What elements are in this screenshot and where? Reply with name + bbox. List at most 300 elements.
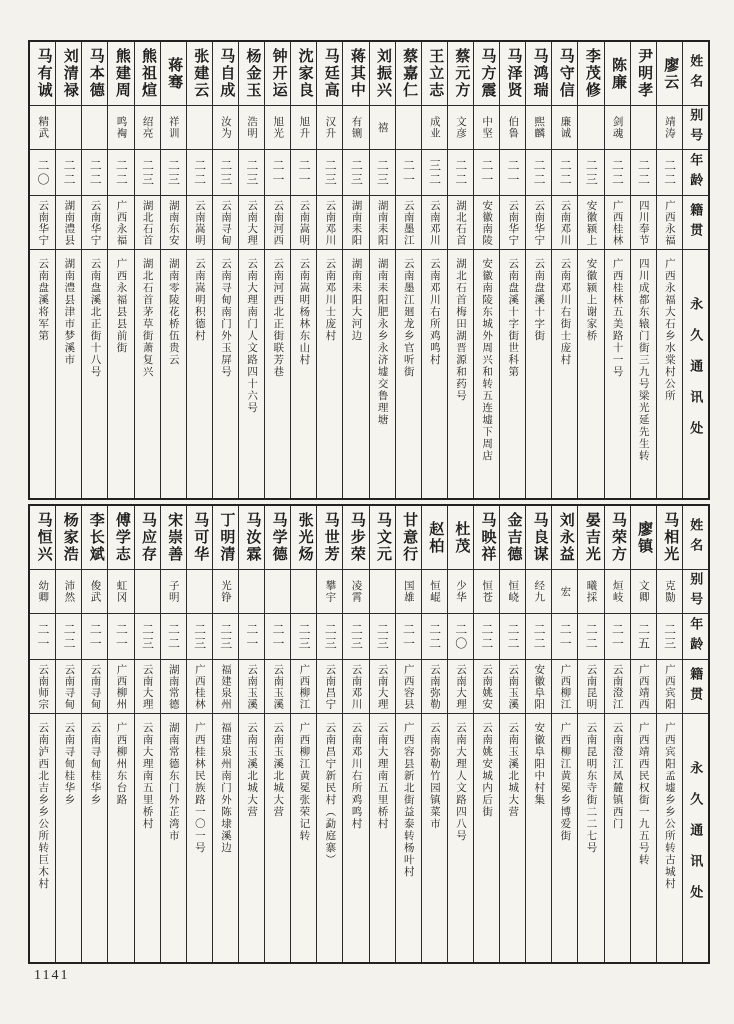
- person-alias-cell: [500, 570, 525, 614]
- person-column: [212, 42, 238, 498]
- person-age-cell: [500, 150, 525, 196]
- person-name-cell: [187, 506, 212, 570]
- person-origin-cell: [578, 660, 603, 714]
- name-text: 甘意行: [401, 512, 418, 563]
- person-origin-cell: [605, 660, 630, 714]
- person-name-cell: [56, 42, 81, 106]
- person-age-cell: [657, 614, 682, 660]
- origin-text: 云南华宁: [89, 199, 101, 246]
- person-age-cell: [161, 150, 186, 196]
- person-address-cell: [213, 714, 238, 962]
- person-age-cell: [265, 150, 290, 196]
- person-column: [30, 506, 55, 962]
- address-text: 云南大理人文路四八号: [454, 722, 466, 842]
- alias-text: 祥训: [167, 116, 179, 139]
- name-text: 马学德: [270, 512, 287, 563]
- person-alias-cell: [448, 570, 473, 614]
- address-text: 云南大理南五里桥村: [376, 722, 388, 830]
- person-name-cell: [108, 42, 133, 106]
- name-text: 刘振兴: [375, 48, 391, 99]
- age-text: 二一: [297, 158, 312, 187]
- person-name-cell: [239, 42, 264, 106]
- origin-text: 安徽颍上: [585, 199, 597, 246]
- name-text: 王立志: [427, 48, 444, 99]
- person-address-cell: [30, 714, 55, 962]
- person-origin-cell: [317, 196, 342, 250]
- person-origin-cell: [605, 196, 630, 250]
- person-origin-cell: [30, 196, 55, 250]
- address-text: 安徽颍上谢家桥: [585, 258, 597, 342]
- person-origin-cell: [526, 196, 551, 250]
- person-alias-cell: [135, 106, 160, 150]
- row-header-alias-cell: [683, 570, 708, 614]
- alias-text: 旭升: [298, 116, 310, 139]
- person-age-cell: [239, 150, 264, 196]
- person-alias-cell: [265, 570, 290, 614]
- name-text: 廖镇: [636, 520, 653, 555]
- name-text: 傅学志: [113, 512, 130, 563]
- person-column: [264, 42, 290, 498]
- alias-text: 凌霄: [350, 580, 362, 603]
- person-column: [551, 506, 577, 962]
- age-text: 二一: [36, 622, 50, 651]
- person-address-cell: [30, 250, 55, 498]
- directory-table-top: [28, 40, 710, 500]
- person-name-cell: [343, 506, 368, 570]
- person-age-cell: [396, 614, 421, 660]
- origin-text: 云南嵩明: [193, 199, 205, 246]
- address-text: 湖北石首茅草街萧复兴: [141, 258, 153, 378]
- name-text: 马廷高: [322, 48, 339, 99]
- person-name-cell: [187, 42, 212, 106]
- person-origin-cell: [474, 196, 499, 250]
- age-text: 二二: [427, 622, 442, 651]
- person-address-cell: [396, 714, 421, 962]
- origin-text: 湖北石首: [454, 199, 466, 246]
- person-origin-cell: [161, 660, 186, 714]
- person-origin-cell: [135, 660, 160, 714]
- person-column: [316, 506, 342, 962]
- alias-text: 虹冈: [115, 580, 127, 603]
- person-alias-cell: [526, 570, 551, 614]
- origin-text: 云南嵩明: [298, 199, 310, 246]
- address-text: 云南河西北正街联芳巷: [272, 258, 284, 378]
- age-text: 二二: [114, 158, 129, 187]
- person-origin-cell: [552, 196, 577, 250]
- age-text: 二三: [375, 622, 390, 651]
- person-origin-cell: [422, 660, 447, 714]
- age-text: 二一: [270, 158, 285, 187]
- alias-text: 恒苍: [481, 580, 493, 603]
- age-text: 二三: [140, 158, 155, 187]
- origin-text: 云南华宁: [533, 199, 545, 246]
- alias-text: 伯鲁: [507, 116, 519, 139]
- person-address-cell: [422, 714, 447, 962]
- person-name-cell: [161, 506, 186, 570]
- alias-text: 文彦: [454, 116, 466, 139]
- person-address-cell: [526, 250, 551, 498]
- person-alias-cell: [578, 570, 603, 614]
- address-text: 云南玉溪北城大营: [507, 722, 519, 818]
- person-column: [447, 42, 473, 498]
- person-column: [473, 506, 499, 962]
- person-column: [238, 42, 264, 498]
- person-column: [342, 506, 368, 962]
- address-text: 云南泸西北吉乡乡公所转巨木村: [37, 722, 49, 890]
- alias-text: 汉升: [324, 116, 336, 139]
- person-origin-cell: [108, 660, 133, 714]
- origin-text: 云南大理: [141, 663, 153, 710]
- person-origin-cell: [552, 660, 577, 714]
- name-text: 李茂修: [583, 48, 600, 99]
- person-origin-cell: [82, 196, 107, 250]
- age-text: 二二: [166, 622, 181, 651]
- origin-text: 广西永福: [663, 199, 675, 246]
- person-address-cell: [578, 714, 603, 962]
- alias-text: 别号: [688, 107, 704, 148]
- name-text: 马应存: [140, 512, 157, 563]
- person-age-cell: [474, 614, 499, 660]
- row-header-column: [682, 506, 708, 962]
- person-origin-cell: [500, 196, 525, 250]
- person-age-cell: [187, 614, 212, 660]
- person-name-cell: [370, 42, 395, 106]
- age-text: 二二: [62, 158, 77, 187]
- person-column: [212, 506, 238, 962]
- address-text: 广西柳江黄冕乡博爱街: [559, 722, 571, 842]
- person-name-cell: [370, 506, 395, 570]
- person-origin-cell: [448, 660, 473, 714]
- person-alias-cell: [135, 570, 160, 614]
- person-origin-cell: [578, 196, 603, 250]
- origin-text: 云南寻甸: [219, 199, 231, 246]
- person-age-cell: [56, 150, 81, 196]
- address-text: 云南大理南五里桥村: [141, 722, 153, 830]
- name-text: 马守信: [557, 48, 574, 99]
- person-age-cell: [135, 614, 160, 660]
- person-alias-cell: [631, 570, 656, 614]
- alias-text: 廉诚: [559, 116, 571, 139]
- origin-text: 云南邓川: [350, 663, 362, 710]
- person-name-cell: [265, 506, 290, 570]
- person-alias-cell: [370, 570, 395, 614]
- address-text: 广西容县新北街益泰转杨叶村: [402, 722, 414, 878]
- alias-text: 光铮: [219, 580, 231, 603]
- address-text: 广西桂林民族路一〇一号: [193, 722, 205, 854]
- person-name-cell: [291, 42, 316, 106]
- row-header-age-cell: [683, 150, 708, 196]
- address-text: 云南邓川右所鸡鸣村: [350, 722, 362, 830]
- alias-text: 剑魂: [611, 116, 623, 139]
- age-text: 二二: [610, 158, 625, 187]
- age-text: 二二: [532, 158, 547, 187]
- age-text: 二三: [349, 158, 364, 187]
- person-origin-cell: [56, 196, 81, 250]
- alias-text: 少华: [454, 580, 466, 603]
- name-text: 马泽贤: [505, 48, 522, 99]
- address-text: 云南盘溪十字街世科第: [507, 258, 519, 378]
- origin-text: 广西靖西: [637, 663, 649, 710]
- alias-text: 经九: [533, 580, 545, 603]
- origin-text: 云南昌宁: [324, 663, 336, 710]
- address-text: 福建泉州南门外陈埭溪边: [219, 722, 231, 854]
- person-alias-cell: [317, 570, 342, 614]
- person-name-cell: [30, 506, 55, 570]
- alias-text: 子明: [167, 580, 179, 603]
- person-age-cell: [657, 150, 682, 196]
- person-column: [577, 42, 603, 498]
- person-age-cell: [474, 150, 499, 196]
- person-age-cell: [448, 150, 473, 196]
- alias-text: 禧: [376, 121, 388, 134]
- person-name-cell: [213, 506, 238, 570]
- person-name-cell: [448, 506, 473, 570]
- person-origin-cell: [474, 660, 499, 714]
- age-text: 二二: [558, 158, 573, 187]
- address-text: 云南澄江凤麓镇西门: [611, 722, 623, 830]
- row-header-origin-cell: [683, 660, 708, 714]
- origin-text: 云南大理: [246, 199, 258, 246]
- directory-table-bottom: [28, 504, 710, 964]
- person-address-cell: [552, 714, 577, 962]
- person-name-cell: [605, 506, 630, 570]
- person-alias-cell: [187, 106, 212, 150]
- age-text: 二一: [505, 158, 520, 187]
- person-name-cell: [396, 506, 421, 570]
- address-text: 云南邓川士庞村: [324, 258, 336, 342]
- person-address-cell: [265, 250, 290, 498]
- person-address-cell: [605, 250, 630, 498]
- person-address-cell: [317, 250, 342, 498]
- person-age-cell: [631, 614, 656, 660]
- name-text: 刘永益: [557, 512, 574, 563]
- person-address-cell: [213, 250, 238, 498]
- person-name-cell: [343, 42, 368, 106]
- person-name-cell: [291, 506, 316, 570]
- origin-text: 广西桂林: [193, 663, 205, 710]
- name-text: 廖云: [662, 56, 679, 91]
- name-text: 马自成: [218, 48, 235, 99]
- alias-text: 烜岐: [611, 580, 623, 603]
- person-alias-cell: [343, 106, 368, 150]
- alias-text: 克勚: [663, 580, 675, 603]
- person-column: [525, 42, 551, 498]
- name-text: 钟开运: [270, 48, 287, 99]
- person-column: [447, 506, 473, 962]
- person-column: [81, 42, 107, 498]
- person-alias-cell: [605, 570, 630, 614]
- alias-text: 旭光: [272, 116, 284, 139]
- person-address-cell: [317, 714, 342, 962]
- person-column: [604, 42, 630, 498]
- address-text: 湖南耒阳肥永乡永济墟交鲁理塘: [376, 258, 388, 426]
- address-text: 云南玉溪北城大营: [272, 722, 284, 818]
- person-name-cell: [552, 42, 577, 106]
- origin-text: 广西柳江: [298, 663, 310, 710]
- name-text: 马良谋: [531, 512, 548, 563]
- alias-text: 浩明: [246, 116, 258, 139]
- person-address-cell: [500, 250, 525, 498]
- age-text: 二三: [244, 158, 259, 187]
- person-column: [160, 506, 186, 962]
- name-text: 马步荣: [348, 512, 365, 563]
- row-header-age-cell: [683, 614, 708, 660]
- age-text: 二二: [505, 622, 520, 651]
- origin-text: 云南澄江: [611, 663, 623, 710]
- person-origin-cell: [343, 196, 368, 250]
- person-age-cell: [526, 614, 551, 660]
- person-name-cell: [526, 506, 551, 570]
- person-alias-cell: [422, 106, 447, 150]
- origin-text: 云南寻甸: [89, 663, 101, 710]
- person-address-cell: [265, 714, 290, 962]
- address-text: 永久通讯处: [688, 760, 704, 916]
- person-origin-cell: [108, 196, 133, 250]
- person-age-cell: [291, 150, 316, 196]
- person-age-cell: [552, 614, 577, 660]
- person-origin-cell: [213, 196, 238, 250]
- person-address-cell: [526, 714, 551, 962]
- age-text: 二三: [375, 158, 390, 187]
- name-text: 金吉德: [505, 512, 522, 563]
- alias-text: 文卿: [637, 580, 649, 603]
- person-column: [55, 506, 81, 962]
- name-text: 杨家浩: [61, 512, 78, 563]
- address-text: 湖南澧县津市梦溪市: [63, 258, 75, 366]
- person-name-cell: [56, 506, 81, 570]
- person-origin-cell: [500, 660, 525, 714]
- origin-text: 云南昆明: [585, 663, 597, 710]
- person-address-cell: [161, 250, 186, 498]
- name-text: 马方震: [479, 48, 496, 99]
- address-text: 广西永福大石乡水棠村公所: [663, 258, 675, 402]
- origin-text: 湖南耒阳: [350, 199, 362, 246]
- person-column: [290, 506, 316, 962]
- person-origin-cell: [187, 196, 212, 250]
- name-text: 马恒兴: [35, 512, 52, 563]
- person-origin-cell: [631, 660, 656, 714]
- age-text: 三二: [427, 158, 442, 187]
- age-text: 二二: [584, 622, 599, 651]
- person-origin-cell: [82, 660, 107, 714]
- person-name-cell: [578, 42, 603, 106]
- alias-text: 中坚: [481, 116, 493, 139]
- person-name-cell: [474, 42, 499, 106]
- address-text: 云南盘溪将军第: [37, 258, 49, 342]
- person-column: [290, 42, 316, 498]
- person-name-cell: [474, 506, 499, 570]
- person-name-cell: [500, 506, 525, 570]
- name-text: 马汝霖: [244, 512, 261, 563]
- person-address-cell: [605, 714, 630, 962]
- person-column: [186, 42, 212, 498]
- person-alias-cell: [343, 570, 368, 614]
- name-text: 马可华: [192, 512, 209, 563]
- person-age-cell: [265, 614, 290, 660]
- person-age-cell: [56, 614, 81, 660]
- name-text: 杨金玉: [244, 48, 261, 99]
- address-text: 云南寻甸桂华乡: [89, 722, 101, 806]
- age-text: 二一: [244, 622, 259, 651]
- person-alias-cell: [82, 570, 107, 614]
- alias-text: 国雄: [402, 580, 414, 603]
- person-column: [395, 42, 421, 498]
- alias-text: 有铏: [350, 116, 362, 139]
- person-age-cell: [82, 614, 107, 660]
- origin-text: 云南弥勒: [428, 663, 440, 710]
- origin-text: 湖南常德: [167, 663, 179, 710]
- person-address-cell: [343, 250, 368, 498]
- address-text: 湖北石首梅田湖晋源和药号: [454, 258, 466, 402]
- name-text: 刘清禄: [61, 48, 78, 99]
- age-text: 二二: [479, 622, 494, 651]
- person-alias-cell: [631, 106, 656, 150]
- person-column: [369, 506, 395, 962]
- person-alias-cell: [605, 106, 630, 150]
- person-column: [577, 506, 603, 962]
- address-text: 云南弥勒竹园镇菜市: [428, 722, 440, 830]
- name-text: 蒋其中: [348, 48, 365, 99]
- person-column: [525, 506, 551, 962]
- person-column: [30, 42, 55, 498]
- name-text: 赵柏: [427, 520, 444, 555]
- person-column: [604, 506, 630, 962]
- person-address-cell: [56, 250, 81, 498]
- age-text: 二三: [349, 622, 364, 651]
- alias-text: 沛然: [63, 580, 75, 603]
- origin-text: 安徽阜阳: [533, 663, 545, 710]
- person-origin-cell: [291, 196, 316, 250]
- age-text: 二二: [62, 622, 77, 651]
- age-text: 二一: [401, 622, 416, 651]
- person-column: [656, 42, 682, 498]
- person-address-cell: [291, 714, 316, 962]
- person-name-cell: [108, 506, 133, 570]
- address-text: 云南寻甸南门外玉屏号: [219, 258, 231, 378]
- alias-text: 成业: [428, 116, 440, 139]
- person-name-cell: [317, 42, 342, 106]
- age-text: 二三: [662, 622, 677, 651]
- person-alias-cell: [552, 570, 577, 614]
- person-alias-cell: [291, 106, 316, 150]
- person-age-cell: [343, 614, 368, 660]
- age-text: 二三: [140, 622, 155, 651]
- alias-text: 幼卿: [37, 580, 49, 603]
- origin-text: 湖北石首: [141, 199, 153, 246]
- person-age-cell: [526, 150, 551, 196]
- person-alias-cell: [578, 106, 603, 150]
- person-address-cell: [370, 714, 395, 962]
- address-text: 云南盘溪十字街: [533, 258, 545, 342]
- origin-text: 云南大理: [376, 663, 388, 710]
- age-text: 二五: [636, 622, 651, 651]
- alias-text: 汝为: [219, 116, 231, 139]
- person-origin-cell: [396, 660, 421, 714]
- age-text: 二二: [192, 158, 207, 187]
- person-address-cell: [135, 250, 160, 498]
- age-text: 二二: [636, 158, 651, 187]
- person-address-cell: [135, 714, 160, 962]
- name-text: 马有诚: [35, 48, 52, 99]
- person-address-cell: [474, 250, 499, 498]
- person-alias-cell: [213, 570, 238, 614]
- person-name-cell: [500, 42, 525, 106]
- age-text: 二一: [114, 622, 129, 651]
- age-text: 二一: [401, 158, 416, 187]
- person-origin-cell: [448, 196, 473, 250]
- person-name-cell: [213, 42, 238, 106]
- origin-text: 云南玉溪: [246, 663, 258, 710]
